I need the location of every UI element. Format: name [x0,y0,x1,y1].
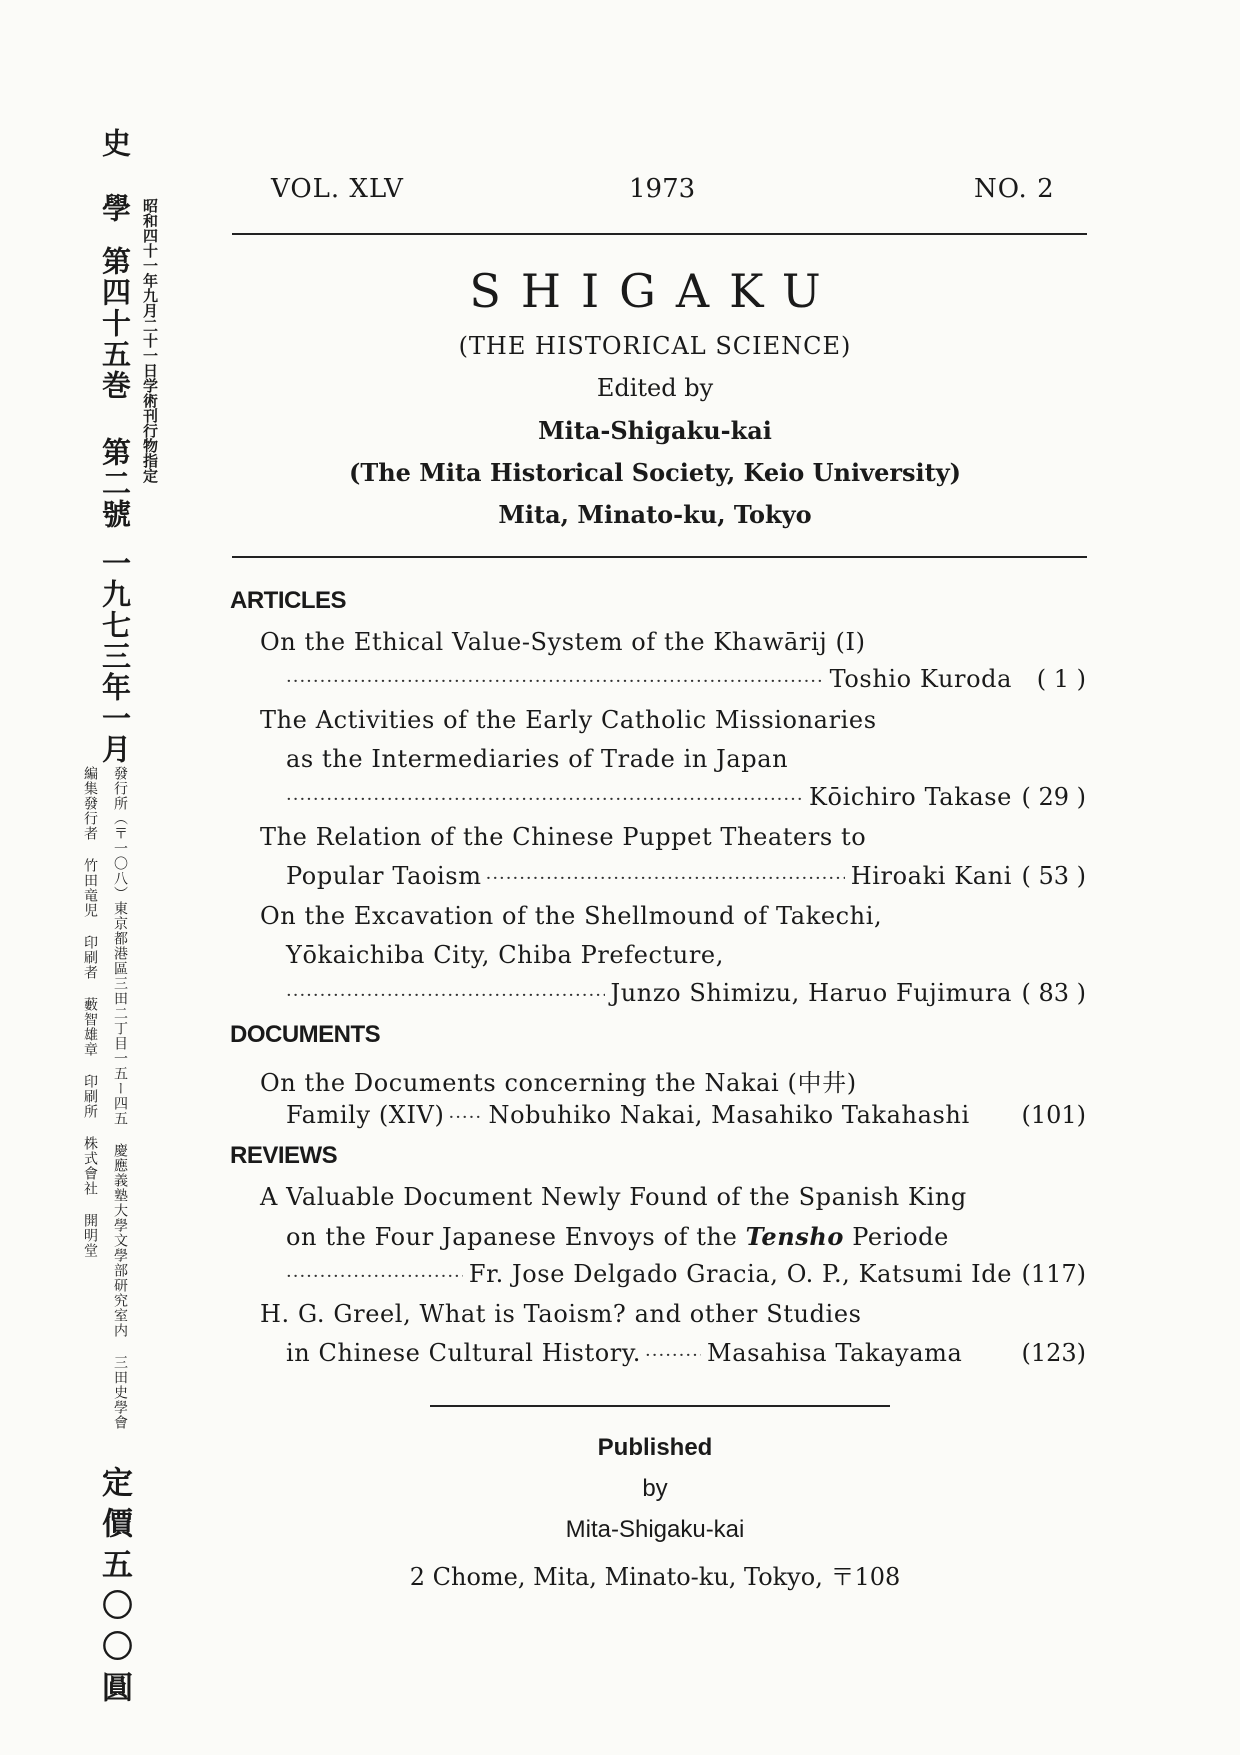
toc-entry-row [286,979,1086,1009]
published-label: Published [597,1434,713,1461]
journal-title: SHIGAKU [469,264,841,318]
document-author: Nobuhiko Nakai, Masahiko Takahashi [488,1101,970,1129]
article-author: Junzo Shimizu, Haruo Fujimura [610,979,1012,1007]
issue-number: NO. 2 [974,174,1055,204]
review-title-part: on the Four Japanese Envoys of the [286,1223,738,1251]
edited-by: Edited by [596,374,714,402]
review-title-line [286,1222,949,1251]
review-author: Fr. Jose Delgado Gracia, O. P., Katsumi Ide [468,1260,1012,1288]
review-title-part: Periode [852,1223,949,1251]
article-title-line: The Activities of the Early Catholic Missionaries [260,706,877,734]
review-title-line: in Chinese Cultural History. [286,1339,642,1367]
volume-label: VOL. XLV [271,174,404,204]
leader-dots [645,1345,701,1366]
spine-publisher-line: 發行所（〒一〇八）東京都港區三田二丁目一五ー四五 慶應義塾大學文學部研究室内 三田史學會 [112,766,128,1430]
publisher-name: Mita-Shigaku-kai [565,1516,745,1543]
page-number: ( 29 ) [1021,783,1086,811]
header-rule [232,233,1087,235]
by-label: by [642,1475,668,1502]
review-title-italic: Tensho [745,1222,845,1251]
spine-price: 定價五〇〇圓 [96,1466,132,1712]
spine-date: 一九七三年一月 [98,548,132,765]
review-author: Masahisa Takayama [707,1339,963,1367]
section-heading-reviews: REVIEWS [230,1142,338,1169]
leader-dots [286,1266,463,1287]
section-heading-documents: DOCUMENTS [230,1021,381,1048]
journal-subtitle: (THE HISTORICAL SCIENCE) [458,332,852,360]
toc-entry-row [286,1260,1086,1290]
spine-journal-char2: 學 [98,193,132,224]
article-author: Kōichiro Takase [808,783,1012,811]
leader-dots [448,1107,482,1128]
leader-dots [286,671,824,692]
page-number: (123) [1021,1339,1086,1367]
article-title-line: Popular Taoism [286,862,482,890]
society-full-name: (The Mita Historical Society, Keio University) [349,458,961,487]
toc-entry-row [286,862,1086,892]
year-label: 1973 [629,174,696,204]
spine-publisher-line: 編集發行者 竹田竜児 印刷者 藪智雄章 印刷所 株式會社 開明堂 [82,766,98,1258]
page-number: ( 1 ) [1036,665,1086,693]
masthead-rule [232,556,1087,558]
spine-journal-char1: 史 [98,128,132,159]
society-name: Mita-Shigaku-kai [538,416,772,445]
document-title-line: On the Documents concerning the Nakai (中井) [260,1069,857,1097]
toc-entry-row [286,665,1086,695]
spine-volume-issue: 第四十五巻 第二號 [98,246,132,530]
spine-registration-note: 昭和四十一年九月二十一日学術刊行物指定 [141,198,159,483]
toc-entry-row [286,783,1086,813]
article-title-line: The Relation of the Chinese Puppet Theaters to [260,823,867,851]
article-title-line: On the Ethical Value-System of the Khawārij (I) [260,628,866,656]
article-title-line: Yōkaichiba City, Chiba Prefecture, [286,941,724,969]
toc-entry-row [286,1339,1086,1369]
review-title-line: H. G. Greel, What is Taoism? and other Studies [260,1300,862,1328]
page-number: ( 83 ) [1021,979,1086,1007]
publisher-address: 2 Chome, Mita, Minato-ku, Tokyo, 〒108 [409,1563,901,1591]
article-author: Hiroaki Kani [850,862,1012,890]
leader-dots [286,985,605,1006]
leader-dots [486,868,845,889]
spine-title [95,128,136,765]
review-title-line: A Valuable Document Newly Found of the Spanish King [260,1183,967,1211]
article-title-line: as the Intermediaries of Trade in Japan [286,745,789,773]
toc-entry-row [286,1101,1086,1131]
page-number: (117) [1021,1260,1086,1288]
article-author: Toshio Kuroda [829,665,1012,693]
page-number: (101) [1021,1101,1086,1129]
footer-rule [430,1405,890,1407]
page-number: ( 53 ) [1021,862,1086,890]
section-heading-articles: ARTICLES [230,587,346,614]
article-title-line: On the Excavation of the Shellmound of Takechi, [260,902,883,930]
document-title-line: Family (XIV) [286,1101,445,1129]
society-address: Mita, Minato-ku, Tokyo [498,500,812,529]
leader-dots [286,789,803,810]
